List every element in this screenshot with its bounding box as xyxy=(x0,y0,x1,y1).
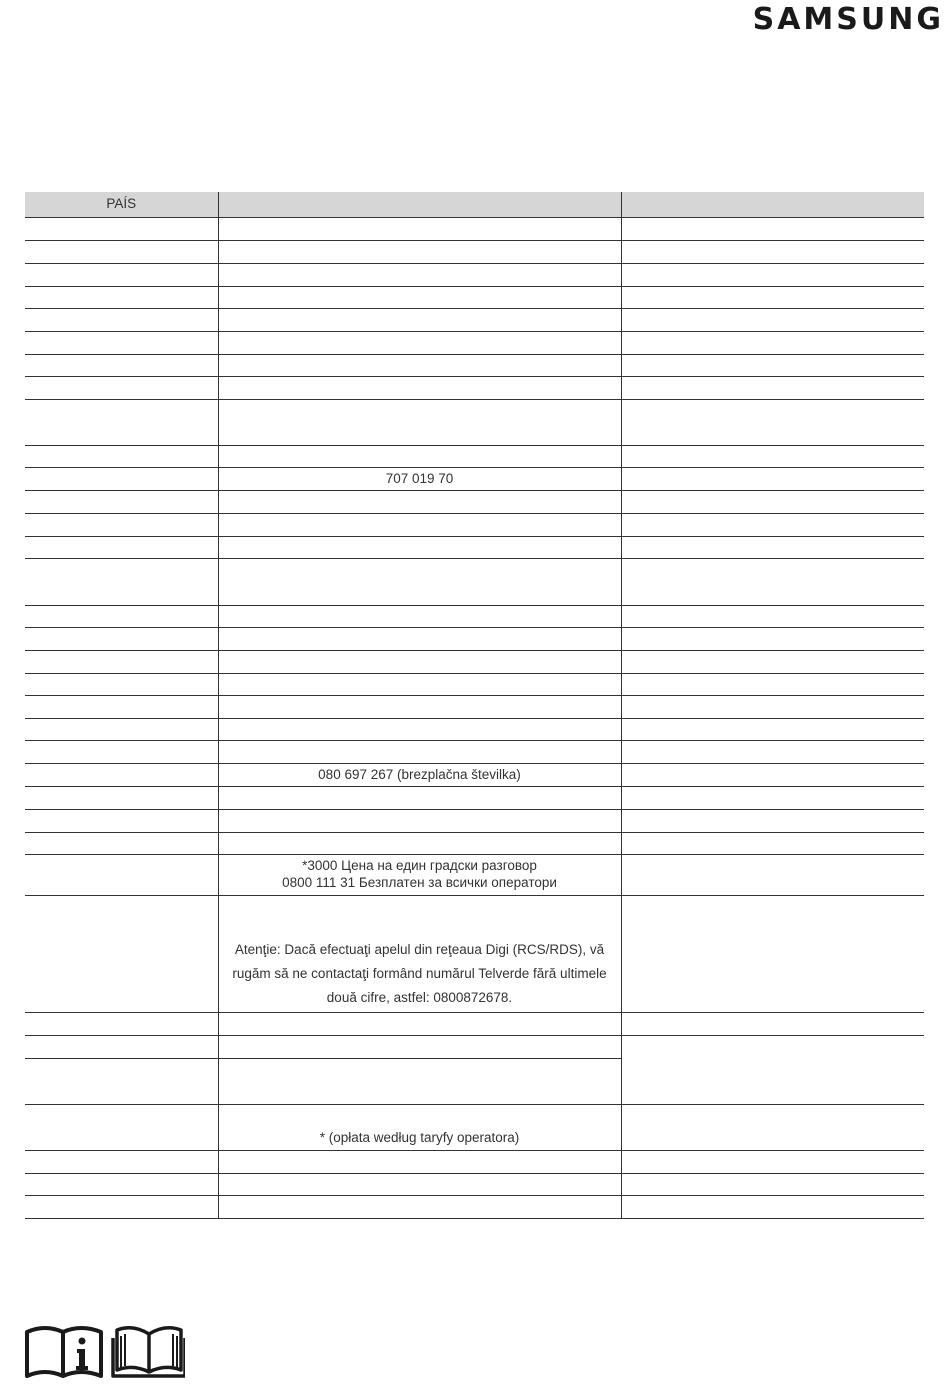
table-row xyxy=(25,855,924,896)
phone-number-cell xyxy=(218,855,621,896)
table-row xyxy=(25,264,924,287)
table-row xyxy=(25,651,924,674)
phone-number-cell: 707 019 70 xyxy=(218,468,621,491)
table-row xyxy=(25,514,924,537)
table-row xyxy=(25,833,924,855)
phone-line: *3000 Цена на един градски разговор xyxy=(302,858,537,874)
table-row xyxy=(25,355,924,377)
table-row xyxy=(25,810,924,833)
contact-table xyxy=(25,192,924,1219)
table-row xyxy=(25,287,924,309)
note-line: rugăm să ne contactaţi formând numărul Telverde fără ultimele xyxy=(232,966,607,981)
table-row xyxy=(25,1174,924,1196)
table-row xyxy=(25,1013,924,1036)
table-row xyxy=(25,628,924,651)
table-row xyxy=(25,696,924,719)
table-row xyxy=(25,896,924,1013)
table-row xyxy=(25,741,924,764)
table-row xyxy=(25,559,924,606)
manual-icons xyxy=(25,1322,185,1378)
table-row xyxy=(25,537,924,559)
samsung-logo: SAMSUNG xyxy=(752,2,944,37)
table-row xyxy=(25,606,924,628)
table-row xyxy=(25,719,924,741)
phone-line: 0800 111 31 Безплатен за всички оператори xyxy=(282,875,557,890)
table-header-row xyxy=(25,192,924,218)
table-row xyxy=(25,241,924,264)
table-row xyxy=(25,1105,924,1151)
table-row xyxy=(25,309,924,332)
header-country: PAÍS xyxy=(25,192,218,218)
table-row xyxy=(25,446,924,468)
header-website xyxy=(621,192,924,218)
table-row xyxy=(25,1196,924,1219)
table-row xyxy=(25,218,924,241)
note-line: Atenţie: Dacă efectuaţi apelul din reţeaua Digi (RCS/RDS), vă xyxy=(234,942,605,957)
phone-note-cell xyxy=(218,896,621,1013)
table-row xyxy=(25,468,924,491)
table-row xyxy=(25,491,924,514)
table-row xyxy=(25,1151,924,1174)
note-line: două cifre, astfel: 0800872678. xyxy=(326,990,513,1005)
open-book-icon xyxy=(113,1328,185,1376)
table-row xyxy=(25,377,924,400)
table-row xyxy=(25,764,924,787)
phone-number-cell: 080 697 267 (brezplačna številka) xyxy=(218,764,621,787)
table-row xyxy=(25,1036,924,1059)
merged-cell xyxy=(621,1036,924,1105)
table-row xyxy=(25,787,924,810)
phone-number-cell: * (opłata według taryfy operatora) xyxy=(218,1105,621,1151)
table-row xyxy=(25,400,924,446)
info-manual-icon xyxy=(27,1328,101,1376)
table-row xyxy=(25,332,924,355)
table-row xyxy=(25,674,924,696)
header-contact-centre xyxy=(218,192,621,218)
